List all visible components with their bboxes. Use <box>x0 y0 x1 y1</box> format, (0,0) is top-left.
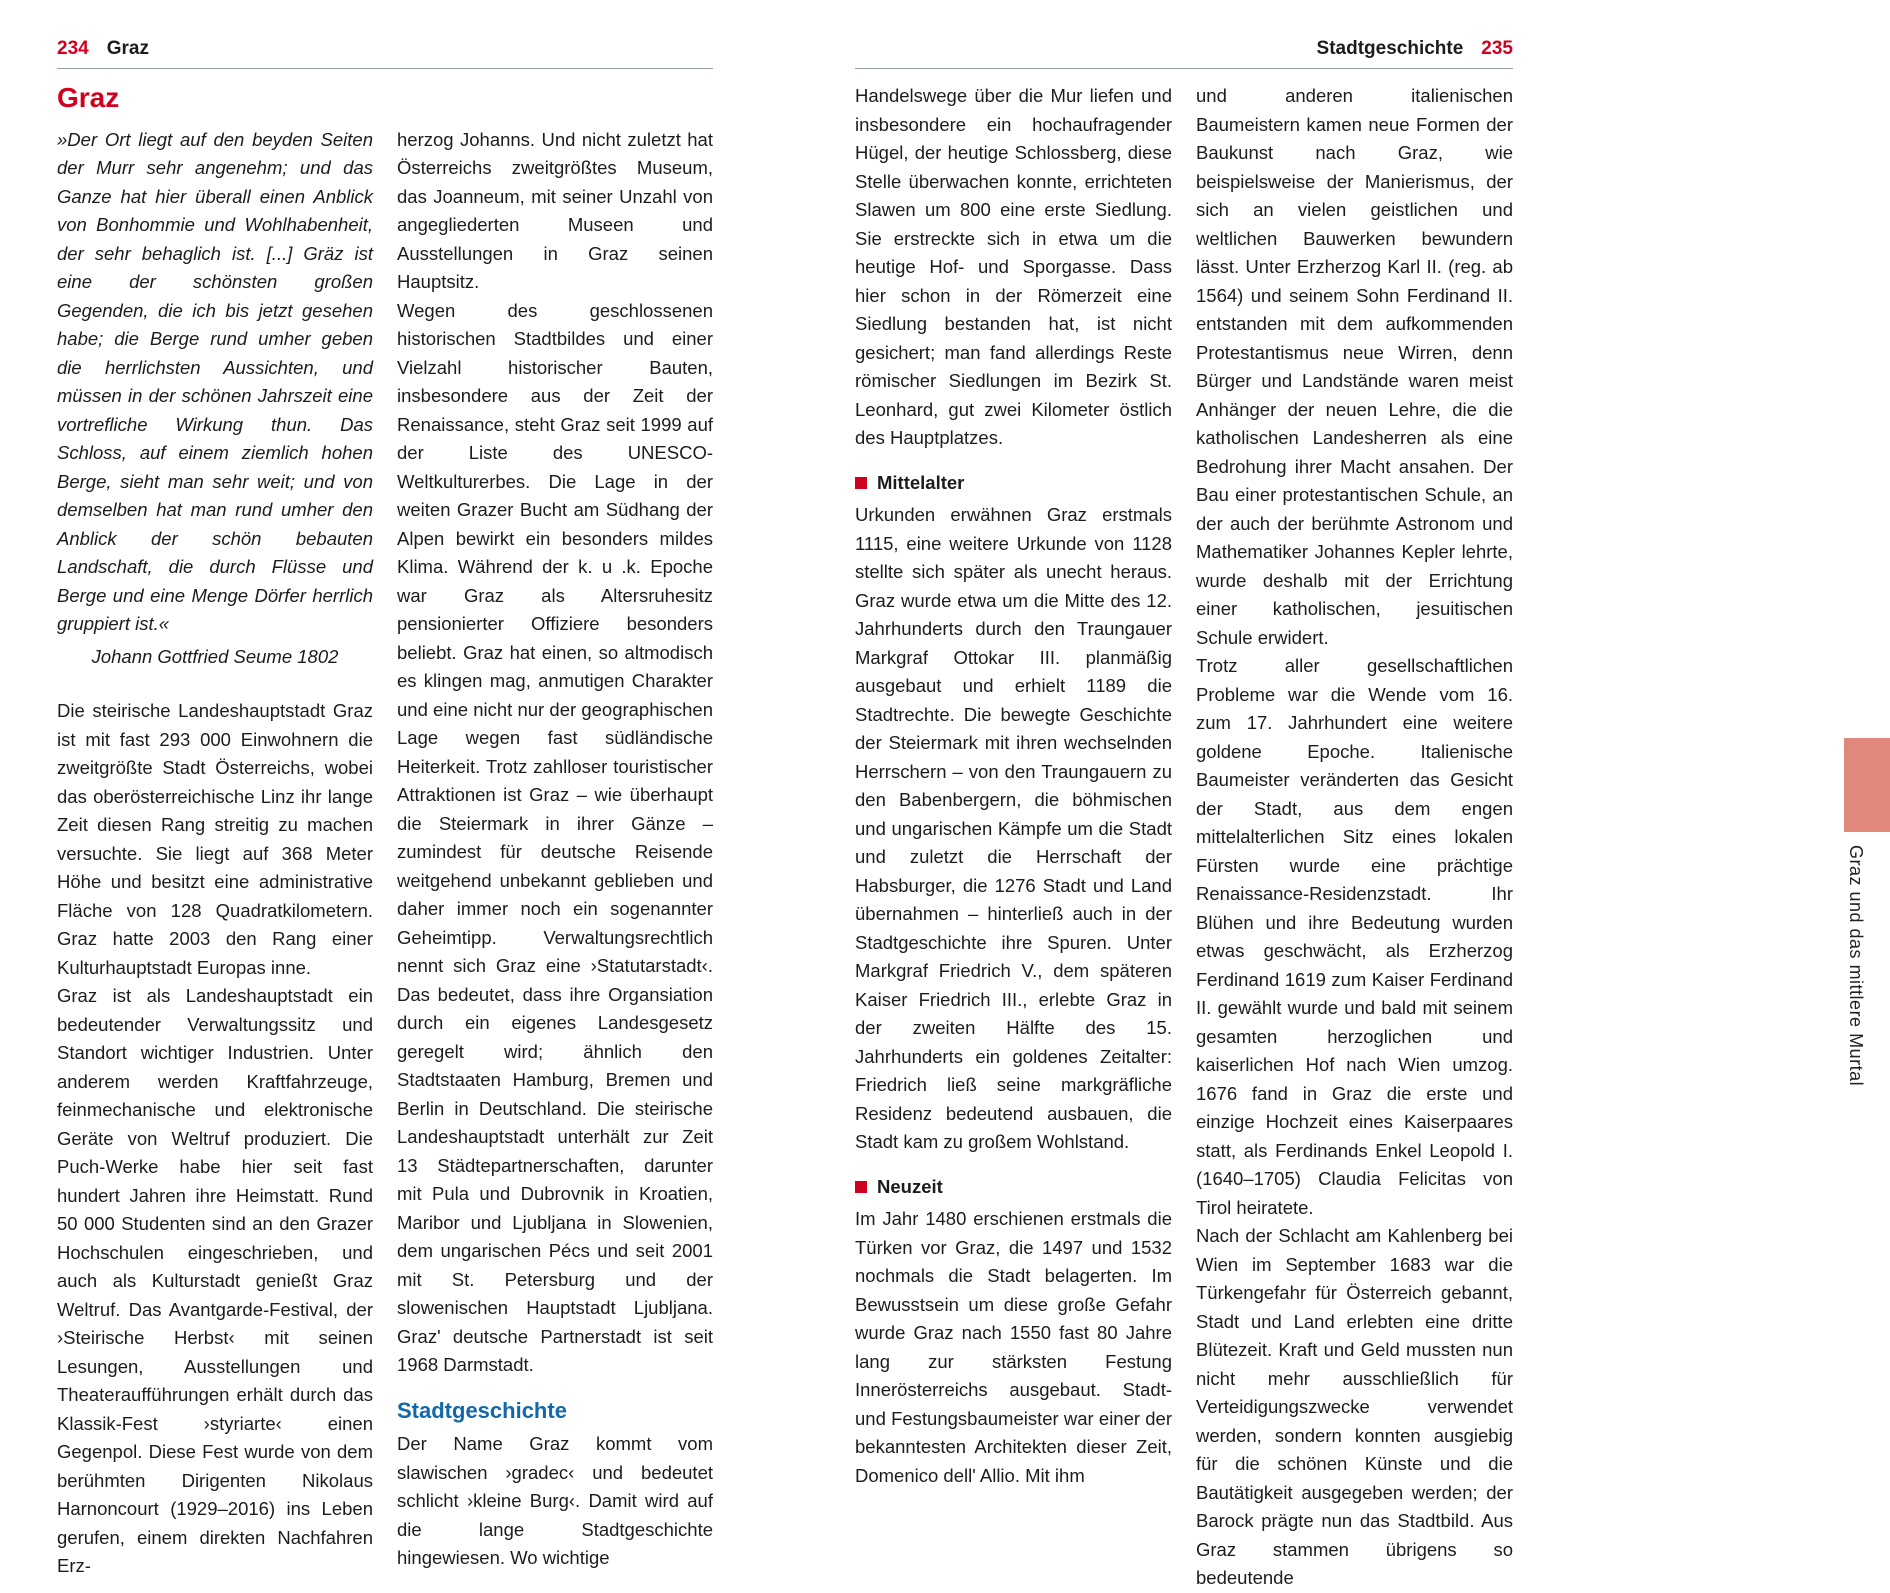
right-page-number: 235 <box>1481 38 1513 59</box>
left-page-number: 234 <box>57 38 89 59</box>
right-header-section: Stadtgeschichte <box>1316 38 1464 59</box>
section-heading-label: Neuzeit <box>877 1175 943 1197</box>
page-left <box>57 38 713 1581</box>
paragraph: Urkunden erwähnen Graz erstmals 1115, eine weitere Urkunde von 1128 stellte sich später als unecht heraus. Graz wurde etwa um die Mitte des 12. Jahrhunderts durch den Traungauer Markgraf Ottokar III. planmäßig ausgebaut und erhielt 1189 die Stadtrechte. Die bewegte Geschichte der Steiermark mit ihren wechselnden Herrschern – von den Traungauern zu den Babenbergern, die böhmischen und ungarischen Kämpfe um die Stadt und zuletzt die Herrschaft der Habsburger, die 1276 Stadt und Land übernahmen – hinterließ auch in der Stadtgeschichte ihre Spuren. Unter Markgraf Friedrich V., dem späteren Kaiser Friedrich III., erlebte Graz in der zweiten Hälfte des 15. Jahrhunderts ein goldenes Zeitalter: Friedrich ließ seine markgräfliche Residenz bedeutend ausbauen, die Stadt kam zu großem Wohlstand. <box>855 504 1172 1152</box>
section-heading-mittelalter <box>855 469 1172 498</box>
paragraph: herzog Johanns. Und nicht zuletzt hat Österreichs zweitgrößtes Museum, das Joanneum, mit seiner Unzahl von angegliederten Museen und Ausstellungen in Graz seinen Hauptsitz. <box>397 128 713 293</box>
red-square-bullet-icon <box>855 1181 867 1193</box>
paragraph: Die steirische Landeshauptstadt Graz ist mit fast 293 000 Einwohnern die zweitgrößte Stadt Österreichs, wobei das oberösterreichische Linz ihr lange Zeit diesen Rang streitig zu machen versuchte. Sie liegt auf 368 Meter Höhe und besitzt eine administrative Fläche von 128 Quadratkilometern. Graz hatte 2003 den Rang einer Kulturhauptstadt Europas inne. <box>57 700 373 978</box>
left-col-2 <box>397 126 713 1581</box>
page-right <box>855 38 1513 1593</box>
left-page-columns <box>57 126 713 1581</box>
chapter-thumb-tab <box>1844 738 1890 832</box>
page-title: Graz <box>57 82 120 113</box>
section-heading-label: Mittelalter <box>877 471 965 493</box>
right-col-2 <box>1196 82 1513 1593</box>
paragraph: Graz ist als Landeshauptstadt ein bedeutender Verwaltungssitz und Standort wichtiger Industrien. Unter anderem werden Kraftfahrzeuge, feinmechanische und elektronische Geräte von Weltruf produziert. Die Puch-Werke habe hier seit fast hundert Jahren ihre Heimstatt. Rund 50 000 Studenten sind an den Grazer Hochschulen eingeschrieben, und auch als Kulturstadt genießt Graz Weltruf. Das Avantgarde-Festival, der ›Steirische Herbst‹ mit seinen Lesungen, Ausstellungen und Theateraufführungen erhält durch das Klassik-Fest ›styriarte‹ einen Gegenpol. Diese Fest wurde von dem berühmten Dirigenten Nikolaus Harnoncourt (1929–2016) ins Leben gerufen, einem direkten Nachfahren Erz- <box>57 985 373 1577</box>
paragraph: Nach der Schlacht am Kahlenberg bei Wien im September 1683 war die Türkengefahr für Österreich gebannt, Stadt und Land erlebten eine dritte Blütezeit. Kraft und Geld mussten nun nicht mehr ausschließlich für Verteidigungszwecke verwendet werden, sondern konnten ausgiebig für die schönen Künste und die Bautätigkeit ausgegeben werden; der Barock prägte nun das Stadtbild. Aus Graz stammen übrigens so bedeutende <box>1196 1225 1513 1588</box>
left-page-header <box>57 38 713 69</box>
chapter-margin-label: Graz und das mittlere Murtal <box>1846 845 1866 1087</box>
paragraph: Trotz aller gesellschaftlichen Probleme war die Wende vom 16. zum 17. Jahrhundert eine weitere goldene Epoche. Italienische Baumeister veränderten das Gesicht der Stadt, aus dem engen mittelalterlichen Sitz eines lokalen Fürsten wurde eine prächtige Renaissance-Residenzstadt. Ihr Blühen und ihre Bedeutung wurden etwas geschwächt, als Erzherzog Ferdinand 1619 zum Kaiser Ferdinand II. gewählt wurde und bald mit seinem gesamten herzoglichen und kaiserlichen Hof nach Wien umzog. 1676 fand in Graz die erste und einzige Hochzeit eines Kaiserpaares statt, als Ferdinands Enkel Leopold I. (1640–1705) Claudia Felicitas von Tirol heiratete. <box>1196 655 1513 1218</box>
red-square-bullet-icon <box>855 477 867 489</box>
paragraph: Der Name Graz kommt vom slawischen ›gradec‹ und bedeutet schlicht ›kleine Burg‹. Damit wird auf die lange Stadtgeschichte hingewiesen. Wo wichtige <box>397 1433 713 1569</box>
subhead-stadtgeschichte: Stadtgeschichte <box>397 1397 567 1423</box>
right-page-columns <box>855 82 1513 1593</box>
left-col-1 <box>57 126 373 1581</box>
paragraph: Wegen des geschlossenen historischen Stadtbildes und einer Vielzahl historischer Bauten, insbesondere aus der Zeit der Renaissance, steht Graz seit 1999 auf der Liste des UNESCO-Weltkulturerbes. Die Lage in der weiten Grazer Bucht am Südhang der Alpen bewirkt ein besonders mildes Klima. Während der k. u .k. Epoche war Graz als Altersruhesitz pensionierter Offiziere besonders beliebt. Graz hat einen, so altmodisch es klingen mag, anmutigen Charakter und eine nicht nur der geographischen Lage wegen fast südländische Heiterkeit. Trotz zahlloser touristischer Attraktionen ist Graz – wie überhaupt die Steiermark in ihrer Gänze – zumindest für deutsche Reisende weitgehend unbekannt geblieben und daher immer noch ein sogenannter Geheimtipp. Verwaltungsrechtlich nennt sich Graz eine ›Statutarstadt‹. Das bedeutet, dass ihre Organsiation durch ein eigenes Landesgesetz geregelt wird; ähnlich den Stadtstaaten Hamburg, Bremen und Berlin in Deutschland. Die steirische Landeshauptstadt unterhält zur Zeit 13 Städtepartnerschaften, darunter mit Pula und Dubrovnik in Kroatien, Maribor und Ljubljana in Slowenien, dem ungarischen Pécs und seit 2001 mit St. Petersburg und der slowenischen Hauptstadt Ljubljana. Graz' deutsche Partnerstadt ist seit 1968 Darmstadt. <box>397 299 713 1376</box>
right-page-header <box>855 38 1513 69</box>
paragraph: und anderen italienischen Baumeistern kamen neue Formen der Baukunst nach Graz, wie beispielsweise der Manierismus, der sich an vielen geistlichen und weltlichen Bauwerken bewundern lässt. Unter Erzherzog Karl II. (reg. ab 1564) und seinem Sohn Ferdinand II. entstanden mit dem aufkommenden Protestantismus neue Wirren, denn Bürger und Landstände waren meist Anhänger der neuen Lehre, die die katholischen Landesherren als eine Bedrohung ihrer Macht ansahen. Der Bau einer protestantischen Schule, an der auch der berühmte Astronom und Mathematiker Johannes Kepler lehrte, wurde deshalb mit der Errichtung einer katholischen, jesuitischen Schule erwidert. <box>1196 85 1513 648</box>
section-heading-neuzeit <box>855 1173 1172 1202</box>
left-header-section: Graz <box>106 38 149 59</box>
historic-quote: »Der Ort liegt auf den beyden Seiten der Murr sehr angenehm; und das Ganze hat hier überall einen Anblick von Bonhommie und Wohlhabenheit, der sehr behaglich ist. [...] Gräz ist eine der schönsten großen Gegenden, die ich bis jetzt gesehen habe; die Berge rund umher geben die herrlichsten Aussichten, und müssen in der schönen Jahrszeit eine vortrefliche Wirkung thun. Das Schloss, auf einem ziemlich hohen Berge, sieht man sehr weit; und von demselben hat man rund umher den Anblick der schön bebauten Landschaft, die durch Flüsse und Berge und eine Menge Dörfer herrlich gruppiert ist.« <box>57 128 373 635</box>
quote-attribution: Johann Gottfried Seume 1802 <box>91 645 339 667</box>
right-col-1 <box>855 82 1172 1593</box>
paragraph: Handelswege über die Mur liefen und insbesondere ein hochaufragender Hügel, der heutige Schlossberg, diese Stelle überwachen konnte, errichteten Slawen um 800 eine erste Siedlung. Sie erstreckte sich in etwa um die heutige Hof- und Sporgasse. Dass hier schon in der Römerzeit eine Siedlung bestanden hat, ist nicht gesichert; man fand allerdings Reste römischer Siedlungen im Bezirk St. Leonhard, gut zwei Kilometer östlich des Hauptplatzes. <box>855 85 1172 448</box>
paragraph: Im Jahr 1480 erschienen erstmals die Türken vor Graz, die 1497 und 1532 nochmals die Stadt belagerten. Im Bewusstsein um diese große Gefahr wurde Graz nach 1550 fast 80 Jahre lang zur stärksten Festung Innerösterreichs ausgebaut. Stadt- und Festungsbaumeister war einer der bekanntesten Architekten dieser Zeit, Domenico dell' Allio. Mit ihm <box>855 1208 1172 1486</box>
